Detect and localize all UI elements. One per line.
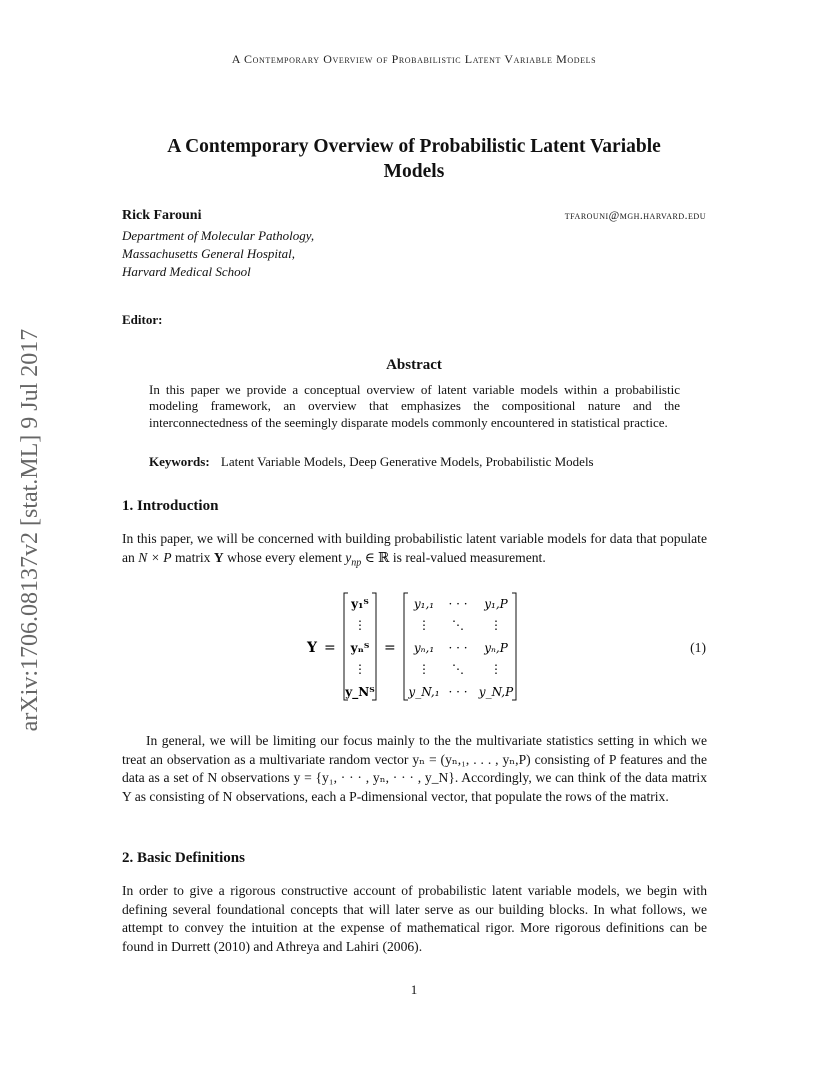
paper-title: A Contemporary Overview of Probabilistic Latent Variable Models [167, 136, 661, 182]
page-number: 1 [410, 982, 418, 997]
affiliation-line-1: Department of Molecular Pathology, [122, 228, 315, 243]
eq-col-5: y_Nᵀ [345, 685, 375, 699]
abstract-heading: Abstract [386, 357, 442, 373]
eq-lhs: Y [307, 640, 317, 656]
bracket-right-2 [512, 593, 516, 700]
eq-equals-2: = [384, 640, 396, 656]
affiliation-line-3: Harvard Medical School [122, 264, 251, 279]
keywords-label: Keywords: [149, 454, 210, 469]
matrix-equation [290, 590, 530, 705]
eq-cell: · · · [448, 641, 468, 655]
editor-label: Editor: [122, 312, 163, 327]
abstract-body: In this paper we provide a conceptual overview of latent variable models within a probabilistic modeling framework, an overview that emphasizes the compositional nature and the interconnectedness of the seemingly disparate models commonly encountered in statistical practice. [149, 382, 680, 430]
eq-cell: ⋮ [490, 618, 502, 632]
bracket-left-2 [404, 593, 408, 700]
section-1-paragraph-1: In this paper, we will be concerned with building probabilistic latent variable models for data that populate an N × P matrix Y whose every element $y_{np}$ ∈ ℝ is real-valued measurement. [122, 531, 707, 569]
section-1-paragraph-2: In general, we will be limiting our focus mainly to the the multivariate statistics setting in which we treat an observation as a multivariate random vector yₙ = (yₙ,₁, . . . , yₙ,P) consisting of P features and the data as a set of N observations y = {y₁, · · · , yₙ, · · · , y_N}. Accordingly, we can think of the data matrix Y as consisting of N observations, each a P-dimensional vector, that populate the rows of the matrix. [122, 733, 707, 804]
eq-cell: · · · [448, 597, 468, 611]
eq-cell: y₁,P [484, 597, 508, 611]
eq-cell: ⋱ [452, 662, 464, 676]
eq-equals-1: = [324, 640, 336, 656]
eq-cell: yₙ,P [484, 641, 508, 655]
bracket-right-1 [372, 593, 376, 700]
eq-cell: yₙ,₁ [413, 641, 435, 655]
keywords-list: Latent Variable Models, Deep Generative Models, Probabilistic Models [220, 454, 594, 469]
running-head: A Contemporary Overview of Probabilistic Latent Variable Models [231, 52, 597, 66]
keywords [149, 454, 594, 470]
eq-col-2: ⋮ [354, 618, 366, 632]
arxiv-stamp[interactable]: arXiv:1706.08137v2 [stat.ML] 9 Jul 2017 [17, 328, 43, 732]
eq-col-4: ⋮ [354, 662, 366, 676]
eq-cell: ⋮ [418, 618, 430, 632]
eq-col-1: y₁ᵀ [351, 597, 369, 611]
section-1-heading: 1. Introduction [122, 498, 219, 514]
eq-cell: y_N,₁ [408, 685, 440, 699]
author-name: Rick Farouni [122, 208, 202, 223]
eq-cell: · · · [448, 685, 468, 699]
affiliation-line-2: Massachusetts General Hospital, [122, 246, 295, 261]
eq-cell: ⋱ [452, 618, 464, 632]
bracket-left-1 [344, 593, 348, 700]
eq-cell: ⋮ [490, 662, 502, 676]
author-email[interactable]: tfarouni@mgh.harvard.edu [564, 210, 706, 222]
eq-col-3: yₙᵀ [350, 641, 370, 655]
section-2-heading: 2. Basic Definitions [122, 850, 245, 866]
eq-cell: y_N,P [478, 685, 514, 699]
section-2-paragraph-1: In order to give a rigorous constructive account of probabilistic latent variable models, we begin with defining several foundational concepts that will later serve as our building blocks. In what follows, we attempt to convey the intuition at the expense of mathematical rigor. More rigorous definitions can be found in Durrett (2010) and Athreya and Lahiri (2006). [122, 883, 707, 954]
equation-number: (1) [690, 640, 706, 655]
eq-cell: ⋮ [418, 662, 430, 676]
eq-cell: y₁,₁ [413, 597, 435, 611]
